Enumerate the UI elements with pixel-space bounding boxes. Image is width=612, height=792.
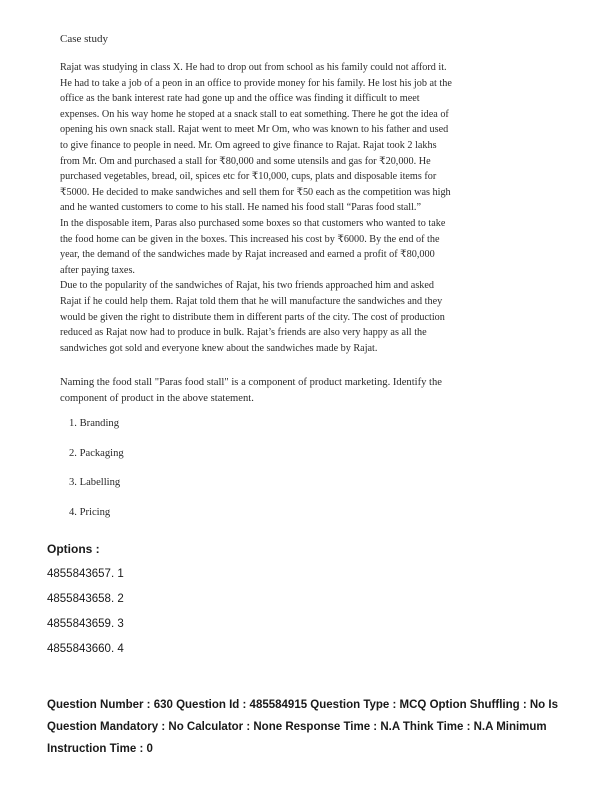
option-item-3: 4855843659. 3: [47, 618, 124, 630]
question-metadata: Question Number : 630 Question Id : 485584915 Question Type : MCQ Option Shuffling : No Is Question Mandatory : No Calculator : None Response Time : N.A Think Time : N.A Minimum Instruction Time : 0: [47, 699, 558, 755]
option-item-2: 4855843658. 2: [47, 593, 124, 605]
option-item-4: 4855843660. 4: [47, 643, 124, 655]
choice-packaging: 2. Packaging: [69, 448, 124, 459]
choice-labelling: 3. Labelling: [69, 477, 121, 488]
choice-branding: 1. Branding: [69, 418, 120, 429]
choice-pricing: 4. Pricing: [69, 507, 111, 518]
case-paragraph-3: Due to the popularity of the sandwiches of Rajat, his two friends approached him and asked Rajat if he could help them. Rajat told them that he will manufacture the sandwiches and they would be given the right to distribute them in different parts of the city. The cost of production reduced as Rajat now had to produce in bulk. Rajat’s friends are also very happy as all the sandwiches got sold and everyone knew about the sandwiches made by Rajat.: [60, 280, 445, 354]
case-study-body: [60, 60, 452, 356]
option-item-1: 4855843657. 1: [47, 568, 124, 580]
case-paragraph-2: In the disposable item, Paras also purchased some boxes so that customers who wanted to take the food home can be given in the boxes. This increased his cost by ₹6000. By the end of the year, the demand of the sandwiches made by Rajat increased and earned a profit of ₹80,000 after paying taxes.: [60, 217, 446, 276]
case-paragraph-1: Rajat was studying in class X. He had to drop out from school as his family could not afford it. He had to take a job of a peon in an office to provide money for his family. He lost his job at the office as the bank interest rate had gone up and the office was finding it difficult to meet expenses. On his way home he stoped at a snack stall to eat something. There he got the idea of opening his own snack stall. Rajat went to meet Mr Om, who was known to his father and used to give finance to people in need. Mr. Om agreed to give finance to Rajat. Rajat took 2 lakhs from Mr. Om and purchased a stall for ₹80,000 and some utensils and gas for ₹20,000. He purchased vegetables, bread, oil, spices etc for ₹10,000, cups, plats and disposable items for ₹5000. He decided to make sandwiches and sell them for ₹50 each as the competition was high and he wanted customers to come to his stall. He named his food stall “Paras food stall.”: [60, 62, 452, 214]
question-text: Naming the food stall "Paras food stall" is a component of product marketing. Identify the component of product in the above statement.: [60, 377, 442, 404]
options-label: Options :: [47, 542, 100, 556]
case-study-heading: Case study: [60, 33, 108, 45]
